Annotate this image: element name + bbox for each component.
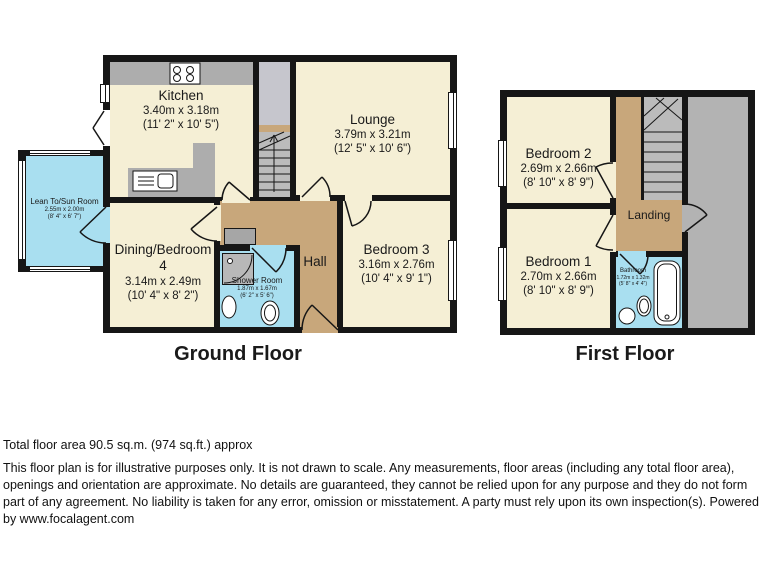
shower-room-label: Shower Room 1.87m x 1.67m (6' 2" x 5' 6"): [231, 276, 283, 300]
disclaimer-text: This floor plan is for illustrative purposes only. It is not drawn to scale. Any measurements, floor areas (including any total floor area), openings and orientation are approximate. No details are guaranteed, they cannot be relied upon for any purpose and they do not form part of any agreement. No liability is taken for any error, omission or misstatement. A party must rely upon its own inspection(s). Powered by www.focalagent.com: [3, 461, 759, 526]
bedroom3-label: Bedroom 3 3.16m x 2.76m (10' 4" x 9' 1"): [358, 242, 435, 286]
first-stairs-treads: [644, 98, 682, 192]
total-floor-area-text: Total floor area 90.5 sq.m. (974 sq.ft.) approx: [3, 438, 253, 452]
lean-to-label: Lean To/Sun Room 2.55m x 2.00m (8' 4" x 6' 7"): [30, 197, 99, 221]
kitchen-label: Kitchen 3.40m x 3.18m (11' 2" x 10' 5"): [142, 88, 220, 132]
lounge-label: Lounge 3.79m x 3.21m (12' 5" x 10' 6"): [333, 112, 412, 156]
bathroom-label: Bathroom 1.72m x 1.32m (5' 8" x 4' 4"): [616, 268, 650, 288]
ground-stairs-treads: [259, 132, 290, 192]
kitchen-stove-icon: [170, 63, 200, 84]
dining-bedroom4-label: Dining/Bedroom 4 3.14m x 2.49m (10' 4" x 8' 2"): [114, 242, 212, 302]
hall-label: Hall: [303, 254, 327, 269]
ground-floor-title: Ground Floor: [174, 343, 302, 365]
landing-label: Landing: [627, 208, 671, 222]
first-floor-title: First Floor: [575, 343, 675, 365]
kitchen-sink-icon: [133, 171, 177, 191]
bedroom1-label: Bedroom 1 2.70m x 2.66m (8' 10" x 8' 9"): [520, 254, 597, 298]
bedroom2-label: Bedroom 2 2.69m x 2.66m (8' 10" x 8' 9"): [520, 146, 597, 190]
